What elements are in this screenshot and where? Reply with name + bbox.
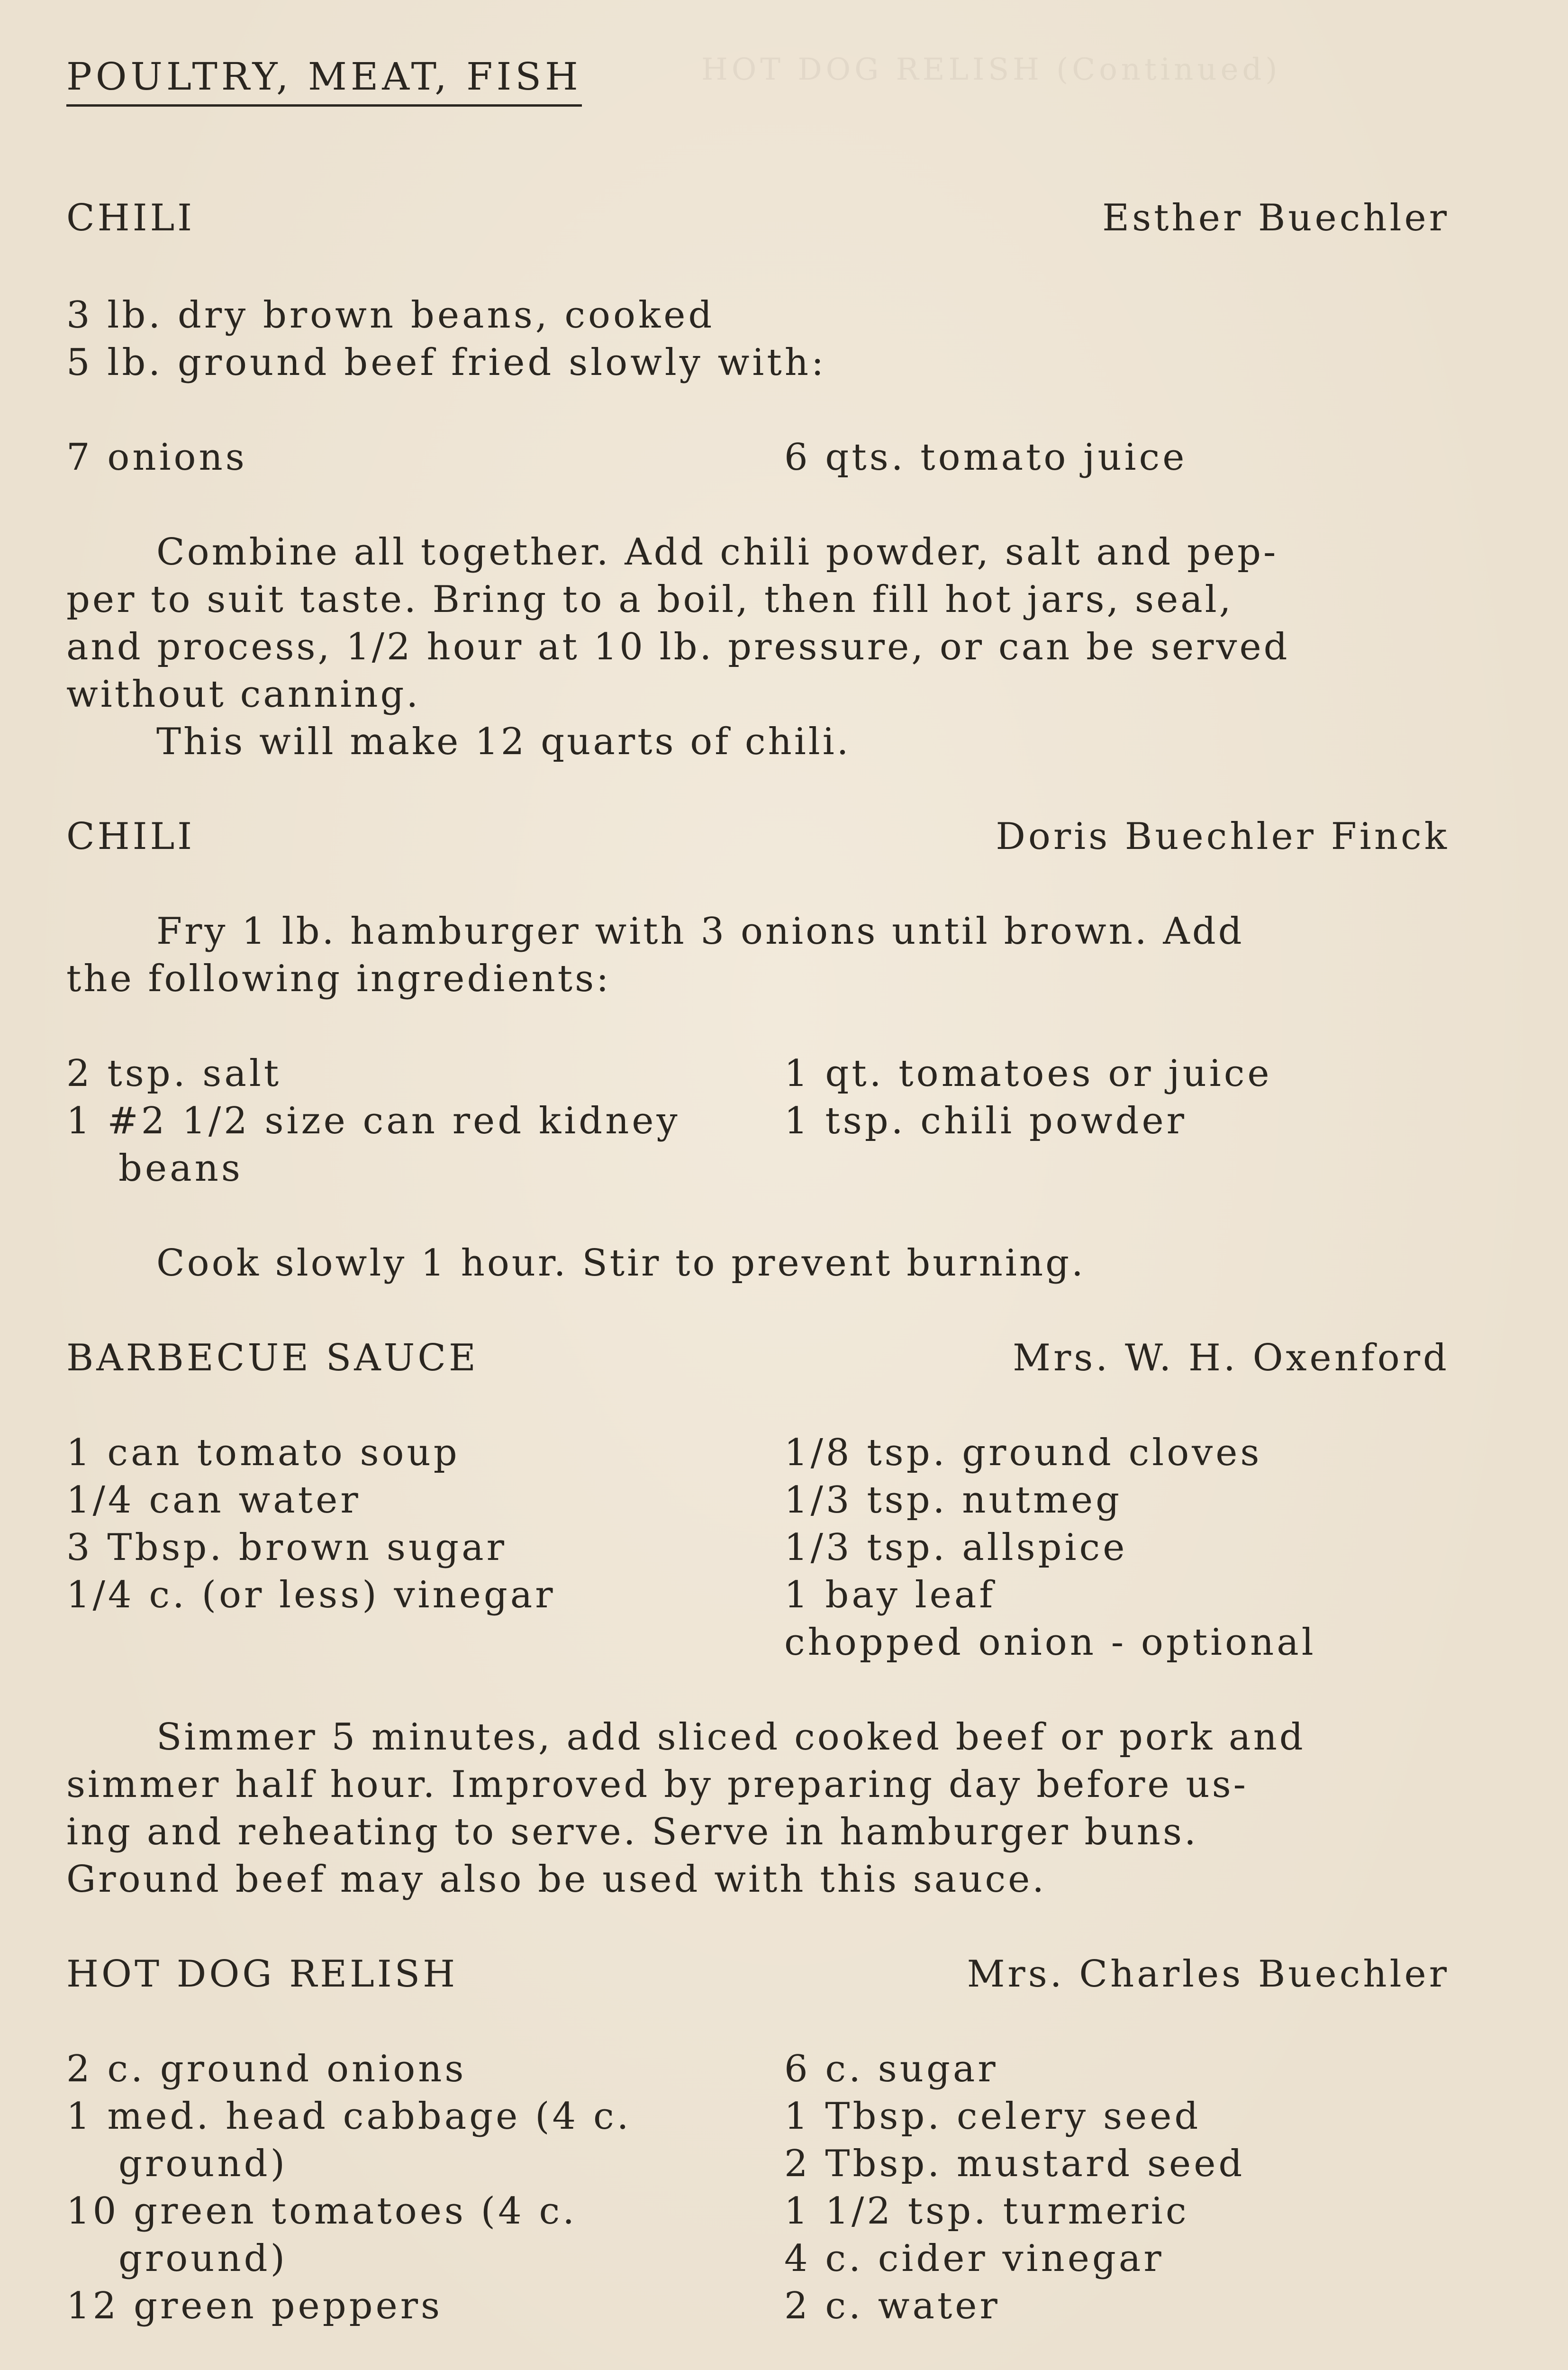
recipe-title-relish: HOT DOG RELISH (66, 1953, 458, 1996)
ingredient-right: 1/3 tsp. nutmeg (784, 1479, 1123, 1522)
instruction-line: Ground beef may also be used with this sauce. (66, 1858, 1047, 1901)
instruction-line: and process, 1/2 hour at 10 lb. pressure, or can be served (66, 626, 1290, 668)
ingredient-left: 1/4 can water (66, 1479, 361, 1522)
ingredient-right: 1 bay leaf (784, 1574, 996, 1616)
recipe-title-chili-2: CHILI (66, 815, 195, 858)
recipe-title-chili-1: CHILI (66, 197, 195, 239)
ingredient-right: 6 qts. tomato juice (784, 436, 1187, 479)
instruction-line: Simmer 5 minutes, add sliced cooked beef or pork and (156, 1716, 1305, 1759)
section-title: POULTRY, MEAT, FISH (66, 55, 582, 107)
ingredient-left: ground) (118, 2142, 288, 2185)
intro-line: the following ingredients: (66, 957, 611, 1000)
recipe-intro-chili-2 (66, 908, 1488, 1003)
recipe-author-relish: Mrs. Charles Buechler (967, 1953, 1450, 1996)
recipe-author-chili-2: Doris Buechler Finck (996, 815, 1450, 858)
instruction-line: simmer half hour. Improved by preparing day before us- (66, 1763, 1248, 1806)
bleed-through-text: HOT DOG RELISH (Continued) (701, 52, 1281, 87)
ingredient-left: 1 can tomato soup (66, 1431, 460, 1474)
instruction-line: without canning. (66, 673, 421, 716)
ingredient-line: 3 lb. dry brown beans, cooked (66, 294, 715, 337)
recipe-author-chili-1: Esther Buechler (1102, 197, 1450, 239)
intro-line: Fry 1 lb. hamburger with 3 onions until brown. Add (156, 910, 1244, 953)
ingredient-left: 1/4 c. (or less) vinegar (66, 1574, 556, 1616)
ingredient-right: 1/8 tsp. ground cloves (784, 1431, 1262, 1474)
ingredient-left: 2 tsp. salt (66, 1052, 282, 1095)
ingredient-right: chopped onion - optional (784, 1621, 1316, 1664)
recipe-instructions-barbecue (66, 1714, 1488, 1903)
instruction-line: per to suit taste. Bring to a boil, then fill hot jars, seal, (66, 578, 1233, 621)
ingredient-left: 3 Tbsp. brown sugar (66, 1526, 507, 1569)
ingredient-left: 2 c. ground onions (66, 2048, 467, 2090)
ingredient-right: 1 Tbsp. celery seed (784, 2095, 1201, 2138)
recipe-author-barbecue: Mrs. W. H. Oxenford (1013, 1337, 1450, 1379)
ingredient-line: 5 lb. ground beef fried slowly with: (66, 341, 827, 384)
ingredient-right: 6 c. sugar (784, 2048, 998, 2090)
recipe-note: This will make 12 quarts of chili. (156, 720, 851, 763)
ingredient-left: 1 #2 1/2 size can red kidney (66, 1100, 680, 1142)
ingredient-left: 12 green peppers (66, 2285, 443, 2327)
ingredient-right: 2 c. water (784, 2285, 1000, 2327)
ingredient-left: ground) (118, 2237, 288, 2280)
ingredient-right: 2 Tbsp. mustard seed (784, 2142, 1245, 2185)
ingredient-left: 7 onions (66, 436, 247, 479)
recipe-instructions-chili-1 (66, 529, 1488, 766)
ingredient-right: 1/3 tsp. allspice (784, 1526, 1128, 1569)
instruction-line: Combine all together. Add chili powder, salt and pep- (156, 531, 1278, 574)
instruction-line: Cook slowly 1 hour. Stir to prevent burning. (156, 1242, 1086, 1285)
ingredient-left: beans (118, 1147, 243, 1190)
instruction-line: ing and reheating to serve. Serve in hamburger buns. (66, 1811, 1198, 1853)
ingredient-left: 10 green tomatoes (4 c. (66, 2190, 577, 2233)
recipe-instructions-chili-2 (66, 1240, 1488, 1287)
recipe-title-barbecue: BARBECUE SAUCE (66, 1337, 479, 1379)
ingredient-right: 4 c. cider vinegar (784, 2237, 1164, 2280)
ingredient-left: 1 med. head cabbage (4 c. (66, 2095, 632, 2138)
ingredient-right: 1 tsp. chili powder (784, 1100, 1187, 1142)
ingredient-right: 1 1/2 tsp. turmeric (784, 2190, 1189, 2233)
ingredient-right: 1 qt. tomatoes or juice (784, 1052, 1272, 1095)
